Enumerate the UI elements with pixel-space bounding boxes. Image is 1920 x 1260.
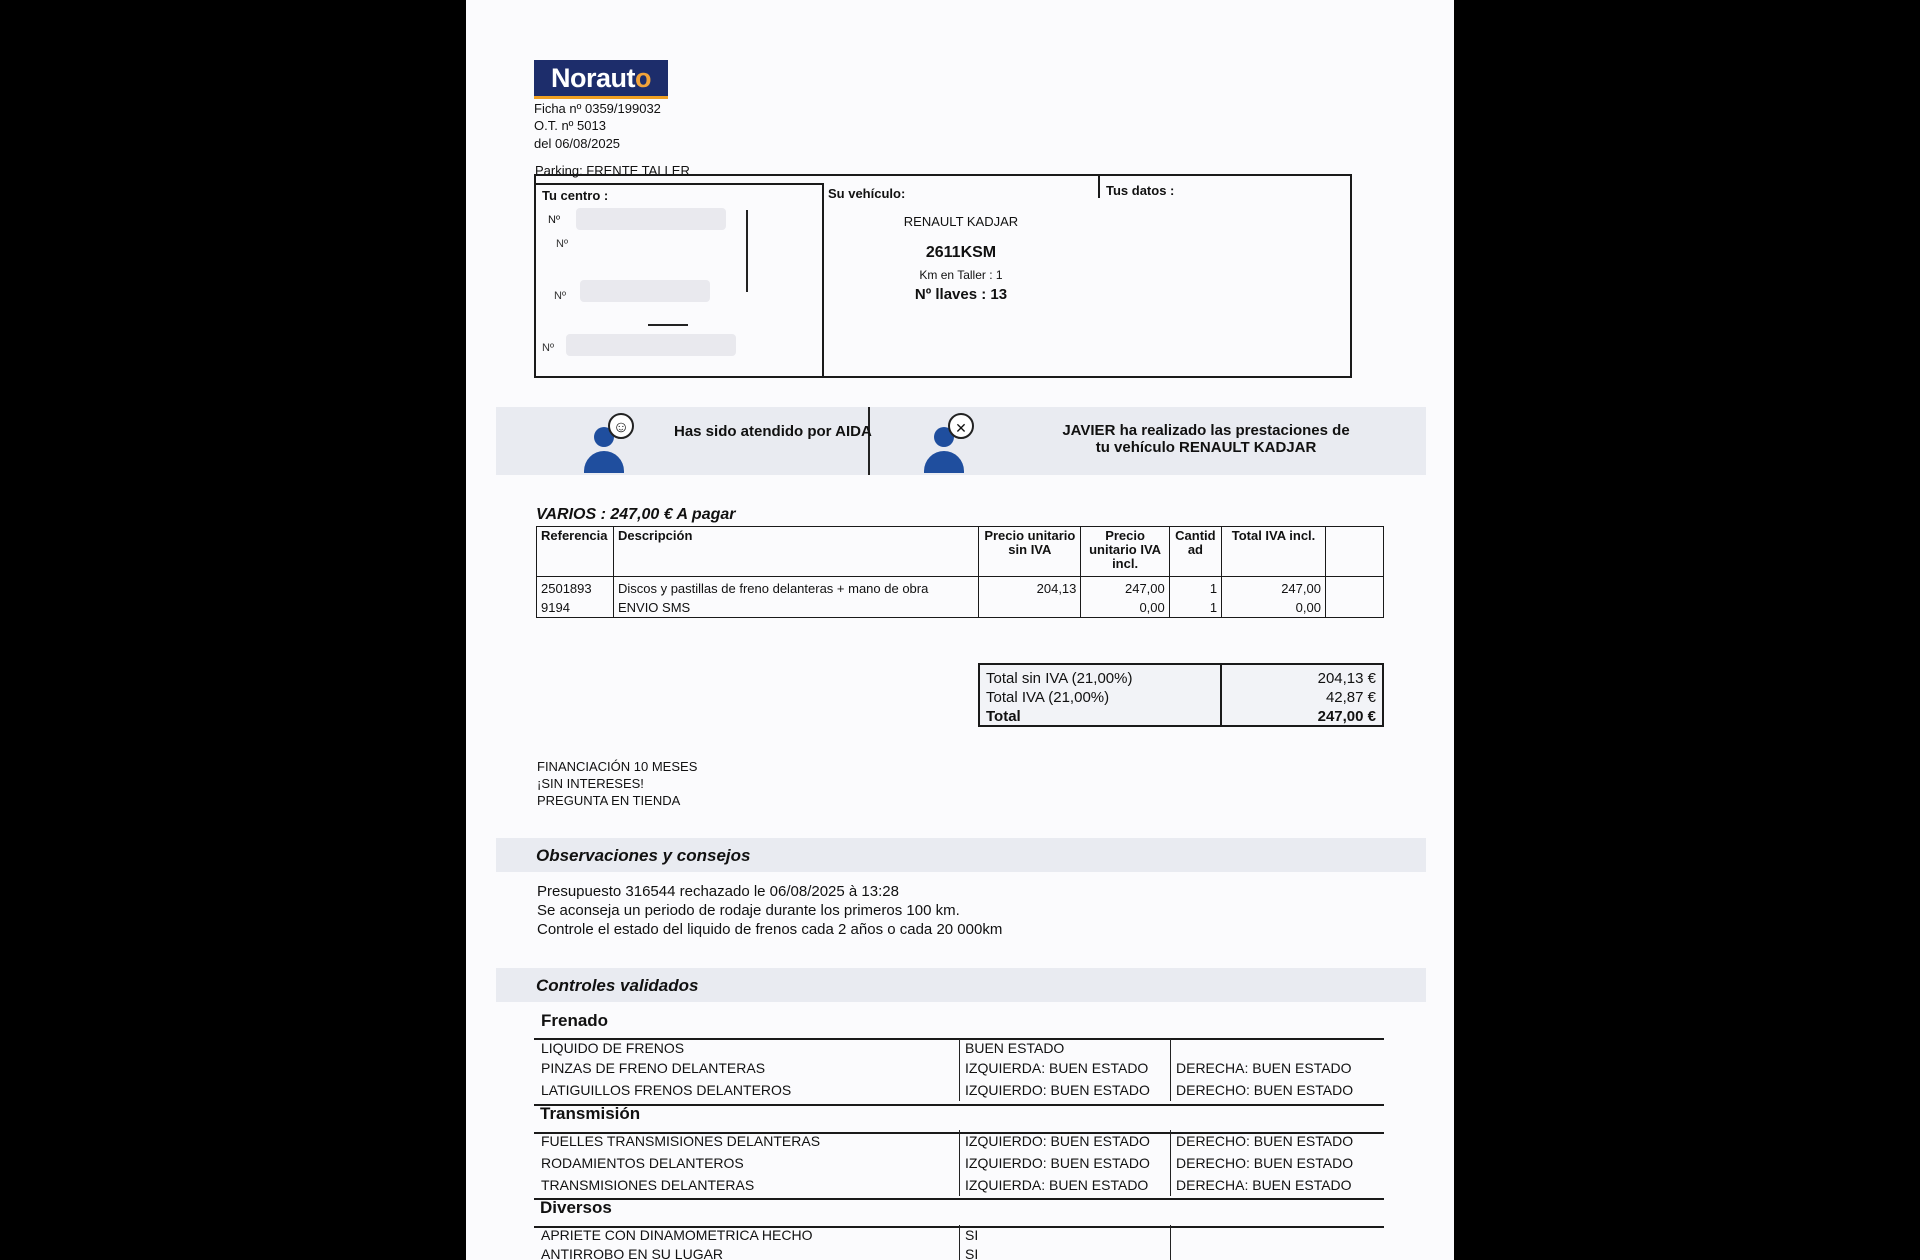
redacted-address [576, 208, 726, 230]
controles-band [496, 968, 1426, 1002]
norauto-logo: Norauto [534, 60, 668, 99]
items-table [536, 526, 1384, 618]
observaciones-title: Observaciones y consejos [536, 846, 751, 865]
row1-ref: 2501893 [537, 577, 614, 599]
varios-title: VARIOS : 247,00 € A pagar [536, 506, 736, 523]
ctl-right [1171, 1225, 1385, 1245]
obs-line-2: Se aconseja un periodo de rodaje durante los primeros 100 km. [537, 902, 960, 919]
table-row [536, 1245, 1384, 1260]
row1-total: 247,00 [1222, 577, 1326, 599]
tools-icon: ✕ [948, 413, 974, 439]
col-total: Total IVA incl. [1222, 527, 1326, 577]
ctl-right: DERECHA: BUEN ESTADO [1171, 1174, 1385, 1196]
total-value: 247,00 € [1317, 708, 1376, 725]
redacted-email [566, 334, 736, 356]
smiley-icon: ☺ [608, 413, 634, 439]
ctl-item: RODAMIENTOS DELANTEROS [541, 1155, 744, 1171]
ctl-item: ANTIRROBO EN SU LUGAR [541, 1246, 724, 1260]
table-row [536, 1079, 1384, 1101]
totals-table [982, 669, 1380, 726]
ctl-left: IZQUIERDO: BUEN ESTADO [960, 1130, 1171, 1152]
row2-empty [1325, 598, 1383, 618]
datos-label: Tus datos : [1106, 183, 1175, 198]
ctl-item: TRANSMISIONES DELANTERAS [541, 1177, 755, 1193]
ctl-right: DERECHO: BUEN ESTADO [1171, 1152, 1385, 1174]
observaciones-band [496, 838, 1426, 872]
col-precio-iva: Precio unitario IVA incl. [1081, 527, 1169, 577]
table-row [536, 1039, 1384, 1057]
ctl-left: BUEN ESTADO [960, 1039, 1171, 1057]
group-frenado: Frenado [541, 1011, 609, 1030]
controles-title: Controles validados [536, 976, 699, 995]
row2-total: 0,00 [1222, 598, 1326, 618]
vehicle-plate: 2611KSM [925, 244, 997, 261]
promo-line-3: PREGUNTA EN TIENDA [537, 793, 681, 808]
row2-price [979, 598, 1081, 618]
ctl-item: LATIGUILLOS FRENOS DELANTEROS [541, 1082, 792, 1098]
ot-number: O.T. nº 5013 [534, 118, 606, 133]
centro-label: Tu centro : [542, 188, 609, 203]
invoice-document [466, 0, 1454, 1260]
ctl-left: IZQUIERDA: BUEN ESTADO [960, 1057, 1171, 1079]
transmision-table [536, 1130, 1384, 1196]
row2-qty: 1 [1169, 598, 1221, 618]
mechanic-text [1036, 422, 1376, 456]
ctl-item: FUELLES TRANSMISIONES DELANTERAS [541, 1133, 821, 1149]
promo-text [537, 758, 697, 809]
row1-price-iva: 247,00 [1081, 577, 1169, 599]
col-referencia: Referencia [537, 527, 614, 577]
total-iva-label: Total IVA (21,00%) [986, 689, 1110, 706]
group-diversos: Diversos [540, 1198, 612, 1217]
row2-desc: ENVIO SMS [613, 598, 978, 618]
centro-n2: Nº [554, 290, 566, 302]
col-descripcion: Descripción [613, 527, 978, 577]
row1-qty: 1 [1169, 577, 1221, 599]
total-sin-iva-value: 204,13 € [1317, 670, 1376, 687]
obs-line-1: Presupuesto 316544 rechazado le 06/08/2025 à 13:28 [537, 883, 899, 900]
ctl-right: DERECHA: BUEN ESTADO [1171, 1057, 1385, 1079]
ctl-left: IZQUIERDA: BUEN ESTADO [960, 1174, 1171, 1196]
mechanic-line-2: tu vehículo RENAULT KADJAR [1095, 439, 1317, 456]
col-empty [1325, 527, 1383, 577]
ctl-item: PINZAS DE FRENO DELANTERAS [541, 1060, 766, 1076]
promo-line-2: ¡SIN INTERESES! [537, 776, 644, 791]
mechanic-line-1: JAVIER ha realizado las prestaciones de [1062, 422, 1350, 439]
parking-info: Parking: FRENTE TALLER [535, 163, 690, 178]
total-label: Total [986, 708, 1021, 725]
ctl-left: IZQUIERDO: BUEN ESTADO [960, 1152, 1171, 1174]
table-row [536, 1225, 1384, 1245]
ctl-left: IZQUIERDO: BUEN ESTADO [960, 1079, 1171, 1101]
table-row [536, 1130, 1384, 1152]
vehiculo-label: Su vehículo: [828, 186, 906, 201]
table-row [536, 1057, 1384, 1079]
redacted-phone [580, 280, 710, 302]
centro-n3: Nº [542, 342, 554, 354]
row2-ref: 9194 [537, 598, 614, 618]
vehicle-keys: Nº llaves : 13 [914, 286, 1008, 303]
ctl-right [1171, 1245, 1385, 1260]
order-date: del 06/08/2025 [534, 136, 621, 151]
total-iva-value: 42,87 € [1325, 689, 1376, 706]
row2-price-iva: 0,00 [1081, 598, 1169, 618]
diversos-table [536, 1225, 1384, 1260]
ctl-left: SI [960, 1225, 1171, 1245]
promo-line-1: FINANCIACIÓN 10 MESES [537, 759, 698, 774]
advisor-text: Has sido atendido por AIDA [674, 423, 872, 440]
total-sin-iva-label: Total sin IVA (21,00%) [986, 670, 1133, 687]
ctl-right: DERECHO: BUEN ESTADO [1171, 1130, 1385, 1152]
ficha-number: Ficha nº 0359/199032 [534, 101, 661, 116]
frenado-table [536, 1039, 1384, 1101]
centro-line-1: Nº [548, 214, 560, 226]
obs-line-3: Controle el estado del liquido de frenos cada 2 años o cada 20 000km [537, 921, 1003, 938]
col-cantidad: Cantidad [1169, 527, 1221, 577]
table-row [536, 1152, 1384, 1174]
table-row [537, 577, 1384, 599]
ctl-item: LIQUIDO DE FRENOS [541, 1040, 685, 1056]
table-row [537, 598, 1384, 618]
info-box [534, 174, 1352, 378]
observaciones-text [537, 882, 1002, 939]
col-precio-sin-iva: Precio unitario sin IVA [979, 527, 1081, 577]
row1-desc: Discos y pastillas de freno delanteras + mano de obra [613, 577, 978, 599]
ctl-right [1171, 1039, 1385, 1057]
row1-empty [1325, 577, 1383, 599]
vehicle-km: Km en Taller : 1 [919, 268, 1003, 282]
totals-box [978, 663, 1384, 727]
attendance-band [496, 407, 1426, 475]
group-transmision: Transmisión [540, 1104, 641, 1123]
ctl-left: SI [960, 1245, 1171, 1260]
vehicle-model: RENAULT KADJAR [903, 214, 1019, 229]
table-row [536, 1174, 1384, 1196]
centro-n1: Nº [556, 238, 568, 250]
ctl-item: APRIETE CON DINAMOMETRICA HECHO [541, 1227, 813, 1243]
ctl-right: DERECHO: BUEN ESTADO [1171, 1079, 1385, 1101]
row1-price: 204,13 [979, 577, 1081, 599]
